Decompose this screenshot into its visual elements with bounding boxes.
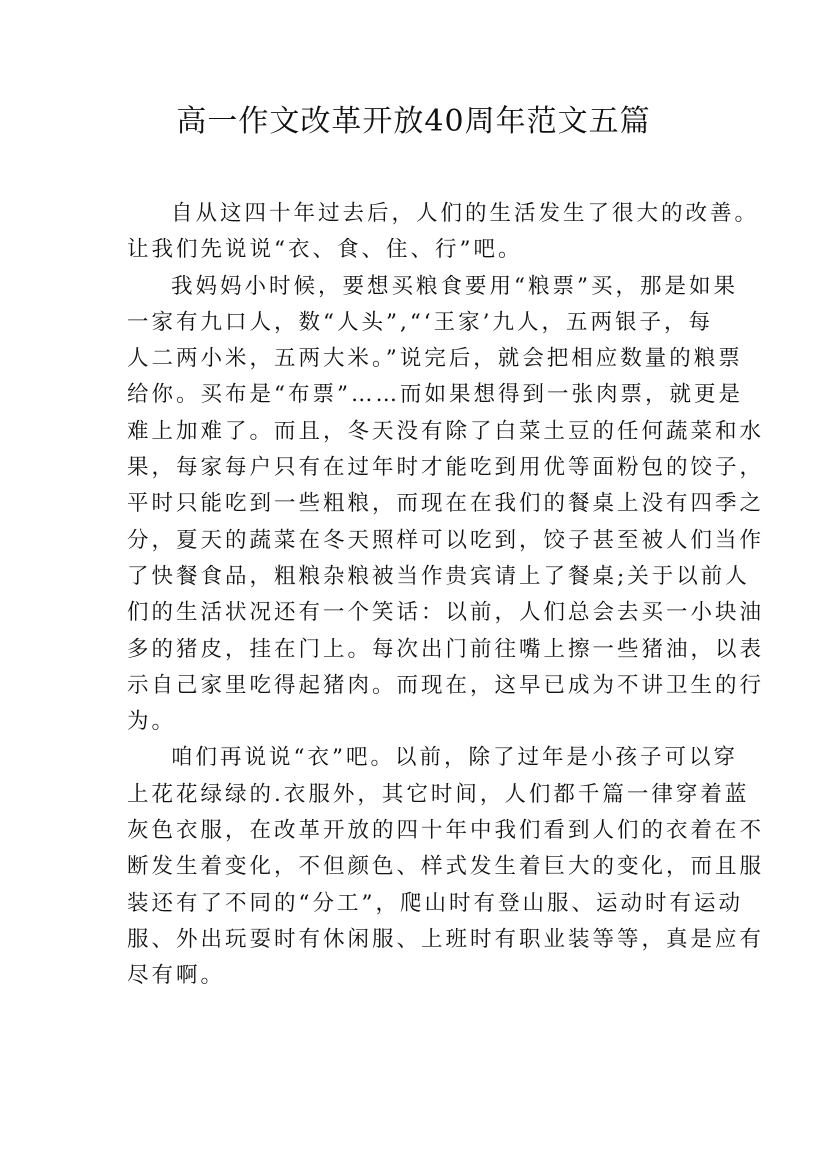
text-line: 平时只能吃到一些粗粮，而现在在我们的餐桌上没有四季之 <box>127 491 765 517</box>
document-title: 高一作文改革开放40周年范文五篇 <box>176 104 651 139</box>
text-line: 了快餐食品，粗粮杂粮被当作贵宾请上了餐桌;关于以前人 <box>127 563 750 589</box>
text-line: 给你。买布是“布票”……而如果想得到一张肉票，就更是 <box>127 382 743 408</box>
text-line: 尽有啊。 <box>127 963 226 989</box>
text-line: 示自己家里吃得起猪肉。而现在，这早已成为不讲卫生的行 <box>127 672 765 698</box>
text-line: 一家有九口人，数“人头”,“‘王家’九人，五两银子，每 <box>127 309 713 335</box>
document-body <box>127 196 765 995</box>
text-line: 多的猪皮，挂在门上。每次出门前往嘴上擦一些猪油，以表 <box>127 636 765 662</box>
text-line: 上花花绿绿的.衣服外，其它时间，人们都千篇一律穿着蓝 <box>127 781 750 807</box>
text-line: 分，夏天的蔬菜在冬天照样可以吃到，饺子甚至被人们当作 <box>127 527 765 553</box>
text-line: 让我们先说说“衣、食、住、行”吧。 <box>127 237 523 263</box>
text-line: 装还有了不同的“分工”，爬山时有登山服、运动时有运动 <box>127 890 743 916</box>
text-line: 们的生活状况还有一个笑话：以前，人们总会去买一小块油 <box>127 600 765 626</box>
text-line: 咱们再说说“衣”吧。以前，除了过年是小孩子可以穿 <box>171 745 738 771</box>
text-line: 自从这四十年过去后，人们的生活发生了很大的改善。 <box>171 201 760 226</box>
text-line: 我妈妈小时候，要想买粮食要用“粮票”买，那是如果 <box>171 273 738 299</box>
text-line: 难上加难了。而且，冬天没有除了白菜土豆的任何蔬菜和水 <box>127 418 765 444</box>
text-line: 人二两小米，五两大米。”说完后，就会把相应数量的粮票 <box>127 346 743 372</box>
text-line: 服、外出玩耍时有休闲服、上班时有职业装等等，真是应有 <box>127 926 765 952</box>
text-line: 为。 <box>127 709 177 735</box>
text-line: 果，每家每户只有在过年时才能吃到用优等面粉包的饺子， <box>127 455 765 481</box>
text-line: 断发生着变化，不但颜色、样式发生着巨大的变化，而且服 <box>127 854 765 880</box>
text-line: 灰色衣服，在改革开放的四十年中我们看到人们的衣着在不 <box>127 818 765 844</box>
